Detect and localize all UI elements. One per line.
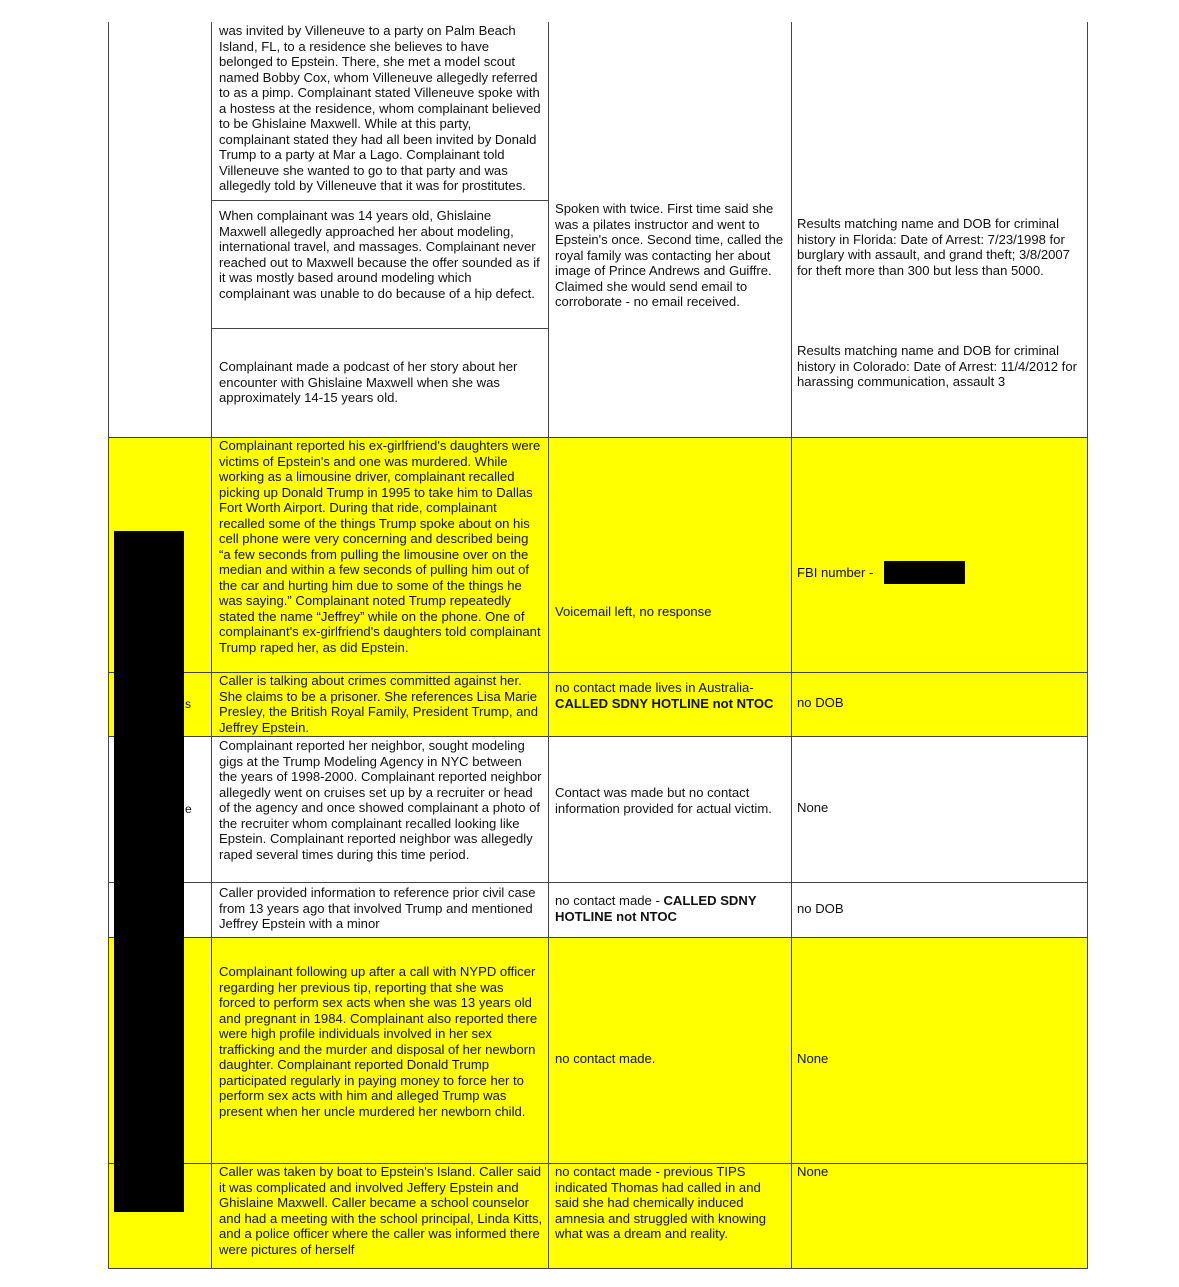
description-cell: When complainant was 14 years old, Ghislaine Maxwell allegedly approached her about modeling, international travel, and massages. Complainant never reached out to Maxwell because the offer sounded as if it was mostly based around modeling which complainant was unable to do because of a hip defect. xyxy=(219,208,540,301)
row-divider xyxy=(108,937,1087,938)
redaction-box xyxy=(884,561,965,584)
row-divider xyxy=(211,328,548,329)
description-cell: Caller is talking about crimes committed against her. She claims to be a prisoner. She references Lisa Marie Presley, the British Royal Family, President Trump, and Jeffrey Epstein. xyxy=(219,673,538,735)
record-cell: no DOB xyxy=(797,901,844,916)
cropped-text-fragment: e xyxy=(185,802,192,816)
record-cell: FBI number - xyxy=(797,565,874,580)
contact-bold-text: CALLED SDNY HOTLINE not NTOC xyxy=(555,695,774,711)
contact-cell: Spoken with twice. First time said she was a pilates instructor and went to Epstein's once. Second time, called the royal family was contacting her about image of Prince Andrews and Guiffre. Claimed she would send email to corroborate - no email received. xyxy=(555,201,784,309)
contact-text: no contact made - xyxy=(555,893,660,908)
record-cell: None xyxy=(797,1051,829,1066)
contact-cell: no contact made - previous TIPS indicated Thomas had called in and said she had chemically induced amnesia and struggled with knowing what was a dream and reality. xyxy=(555,1164,767,1241)
contact-text: no contact made lives in Australia- xyxy=(555,680,754,695)
description-cell: Caller was taken by boat to Epstein's Island. Caller said it was complicated and involved Jeffery Epstein and Ghislaine Maxwell. Caller became a school counselor and had a meeting with the school principal, Linda Kitts, and a police officer where the caller was informed there were pictures of herself xyxy=(219,1164,543,1257)
row-divider xyxy=(211,200,548,201)
column-divider xyxy=(548,22,549,1269)
column-divider xyxy=(108,22,109,1269)
record-cell: None xyxy=(797,800,829,815)
redaction-box xyxy=(114,531,184,1212)
description-cell: Complainant made a podcast of her story about her encounter with Ghislaine Maxwell when she was approximately 14-15 years old. xyxy=(219,359,518,405)
record-cell: None xyxy=(797,1164,829,1179)
contact-bold-text: CALLED SDNY HOTLINE not NTOC xyxy=(555,893,757,924)
contact-cell xyxy=(555,893,787,924)
record-cell: no DOB xyxy=(797,695,844,710)
description-cell: Caller provided information to reference prior civil case from 13 years ago that involved Trump and mentioned Jeffrey Epstein with a minor xyxy=(219,885,536,931)
contact-cell: Contact was made but no contact information provided for actual victim. xyxy=(555,785,772,816)
description-cell: Complainant reported her neighbor, sought modeling gigs at the Trump Modeling Agency in NYC between the years of 1998-2000. Complainant reported neighbor allegedly went on cruises set up by a recruiter or head of the agency and once showed complainant a photo of the recruiter whom complainant recalled looking like Epstein. Complainant reported neighbor was allegedly raped several times during this time period. xyxy=(219,738,542,862)
row-divider xyxy=(108,882,1087,883)
column-divider xyxy=(791,22,792,1269)
column-divider xyxy=(211,22,212,1269)
row-divider xyxy=(108,1268,1087,1269)
contact-cell: Voicemail left, no response xyxy=(555,604,712,619)
description-cell: Complainant reported his ex-girlfriend's daughters were victims of Epstein's and one was murdered. While working as a limousine driver, complainant recalled picking up Donald Trump in 1995 to take him to Dallas Fort Worth Airport. During that ride, complainant recalled some of the things Trump spoke about on his cell phone were very concerning and described being “a few seconds from pulling the limousine over on the median and within a few seconds of pulling him out of the car and hurting him due to some of the things he was saying.” Complainant noted Trump repeatedly stated the name “Jeffrey” while on the phone. One of complainant's ex-girlfriend's daughters told complainant Trump raped her, as did Epstein. xyxy=(219,438,541,655)
contact-cell xyxy=(555,680,787,711)
description-cell: Complainant following up after a call with NYPD officer regarding her previous tip, reporting that she was forced to perform sex acts when she was 13 years old and pregnant in 1984. Complainant also reported there were high profile individuals involved in her sex trafficking and the murder and disposal of her newborn daughter. Complainant reported Donald Trump participated regularly in paying money to force her to perform sex acts with him and alleged Trump was present when her uncle murdered her newborn child. xyxy=(219,964,538,1119)
cropped-text-fragment: s xyxy=(185,697,191,711)
description-cell: was invited by Villeneuve to a party on Palm Beach Island, FL, to a residence she believes to have belonged to Epstein. There, she met a model scout named Bobby Cox, whom Villeneuve allegedly referred to as a pimp. Complainant stated Villeneuve spoke with a hostess at the residence, whom complainant believed to be Ghislaine Maxwell. While at this party, complainant stated they had all been invited by Donald Trump to a party at Mar a Lago. Complainant told Villeneuve she wanted to go to that party and was allegedly told by Villeneuve that it was for prostitutes. xyxy=(219,23,541,193)
row-divider xyxy=(108,736,1087,737)
contact-cell: no contact made. xyxy=(555,1051,656,1066)
record-cell: Results matching name and DOB for criminal history in Colorado: Date of Arrest: 11/4/2012 for harassing communication, assault 3 xyxy=(797,343,1077,389)
record-cell: Results matching name and DOB for criminal history in Florida: Date of Arrest: 7/23/1998 for burglary with assault, and grand theft; 3/8/2007 for theft more than 300 but less than 5000. xyxy=(797,216,1070,278)
column-divider xyxy=(1087,22,1088,1269)
